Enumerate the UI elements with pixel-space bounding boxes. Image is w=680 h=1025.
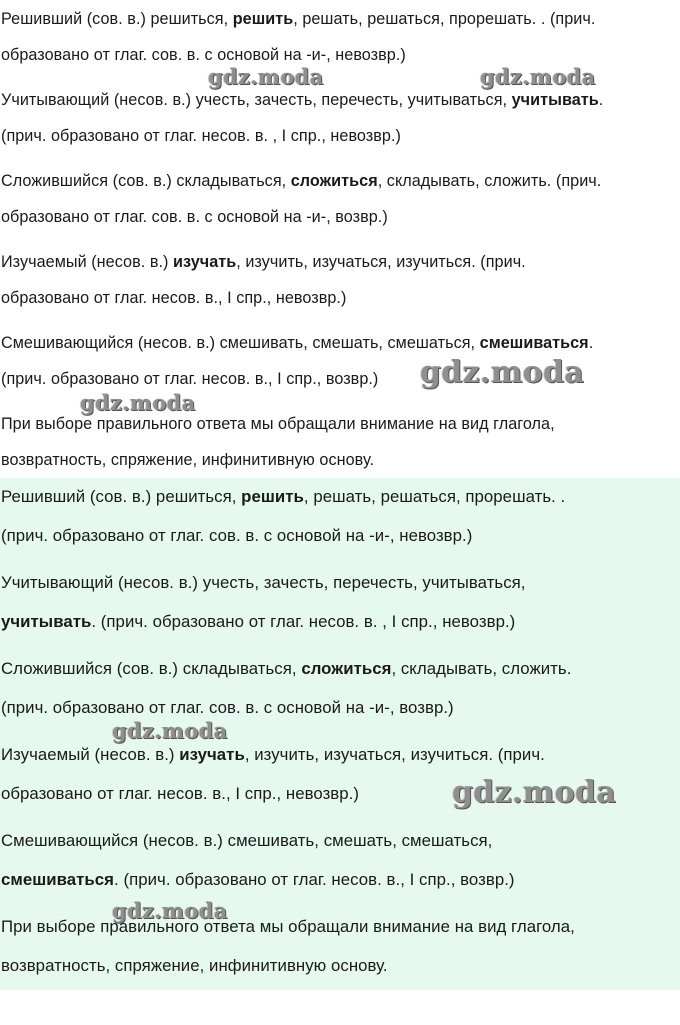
text-line bbox=[1, 697, 454, 719]
text-line bbox=[1, 869, 515, 891]
text-run: Учитывающий (несов. в.) учесть, зачесть, перечесть, учитываться, bbox=[1, 573, 526, 592]
watermark-logo: gdz.moda bbox=[112, 718, 228, 743]
text-line bbox=[1, 449, 374, 471]
text-run: . (прич. образовано от глаг. несов. в. , I спр., невозвр.) bbox=[91, 612, 516, 631]
watermark-logo: gdz.moda bbox=[80, 390, 196, 415]
text-run: , складывать, сложить. (прич. bbox=[377, 172, 602, 190]
text-line bbox=[1, 170, 601, 192]
bold-verb: смешиваться bbox=[479, 334, 589, 352]
bold-verb: решить bbox=[232, 10, 294, 28]
text-run: (прич. образовано от глаг. несов. в., I спр., возвр.) bbox=[1, 370, 379, 388]
bold-verb: смешиваться bbox=[1, 870, 115, 889]
text-run: , изучить, изучаться, изучиться. (прич. bbox=[236, 253, 526, 271]
text-run: Изучаемый (несов. в.) bbox=[1, 253, 174, 271]
text-line bbox=[1, 332, 593, 354]
text-line bbox=[1, 125, 401, 147]
text-run: . bbox=[588, 334, 594, 352]
bold-verb: решить bbox=[241, 487, 304, 506]
text-run: образовано от глаг. несов. в., I спр., невозвр.) bbox=[1, 784, 360, 803]
text-run: Сложившийся (сов. в.) складываться, bbox=[1, 172, 291, 190]
text-line bbox=[1, 287, 346, 309]
watermark-logo: gdz.moda bbox=[112, 898, 228, 923]
watermark-logo: gdz.moda bbox=[420, 355, 585, 390]
text-line bbox=[1, 8, 595, 30]
text-run: (прич. образовано от глаг. несов. в. , I спр., невозвр.) bbox=[1, 127, 401, 145]
text-line bbox=[1, 611, 515, 633]
text-line bbox=[1, 783, 359, 805]
bold-verb: изучать bbox=[173, 253, 237, 271]
text-line bbox=[1, 525, 472, 547]
watermark-logo: gdz.moda bbox=[208, 64, 324, 89]
text-line bbox=[1, 251, 526, 273]
bold-verb: учитывать bbox=[511, 91, 599, 109]
text-run: возвратность, спряжение, инфинитивную основу. bbox=[1, 451, 375, 469]
text-line bbox=[1, 368, 378, 390]
bold-verb: учитывать bbox=[1, 612, 92, 631]
text-line bbox=[1, 486, 565, 508]
text-run: (прич. образовано от глаг. сов. в. с основой на -и-, возвр.) bbox=[1, 698, 454, 717]
text-run: Сложившийся (сов. в.) складываться, bbox=[1, 659, 302, 678]
text-line bbox=[1, 658, 571, 680]
bold-verb: изучать bbox=[179, 745, 245, 764]
text-line bbox=[1, 89, 603, 111]
text-run: , складывать, сложить. bbox=[391, 659, 572, 678]
text-line bbox=[1, 916, 575, 938]
text-run: . bbox=[598, 91, 604, 109]
text-run: Решивший (сов. в.) решиться, bbox=[1, 10, 233, 28]
text-run: , изучить, изучаться, изучиться. (прич. bbox=[244, 745, 545, 764]
text-run: , решать, решаться, прорешать. . (прич. bbox=[293, 10, 596, 28]
text-run: . (прич. образовано от глаг. несов. в., I спр., возвр.) bbox=[114, 870, 515, 889]
text-line bbox=[1, 830, 492, 852]
text-run: , решать, решаться, прорешать. . bbox=[303, 487, 566, 506]
bold-verb: сложиться bbox=[290, 172, 378, 190]
text-line bbox=[1, 413, 555, 435]
text-line bbox=[1, 744, 545, 766]
text-run: Смешивающийся (несов. в.) смешивать, смешать, смешаться, bbox=[1, 334, 480, 352]
text-run: Решивший (сов. в.) решиться, bbox=[1, 487, 242, 506]
text-run: образовано от глаг. несов. в., I спр., невозвр.) bbox=[1, 289, 347, 307]
text-run: (прич. образовано от глаг. сов. в. с основой на -и-, невозвр.) bbox=[1, 526, 473, 545]
text-run: Изучаемый (несов. в.) bbox=[1, 745, 180, 764]
text-run: образовано от глаг. сов. в. с основой на -и-, невозвр.) bbox=[1, 46, 406, 64]
text-line bbox=[1, 955, 388, 977]
bold-verb: сложиться bbox=[301, 659, 392, 678]
text-run: возвратность, спряжение, инфинитивную основу. bbox=[1, 956, 388, 975]
answer-block-highlighted bbox=[0, 478, 680, 990]
text-line bbox=[1, 572, 526, 594]
text-line bbox=[1, 206, 388, 228]
text-run: При выборе правильного ответа мы обращали внимание на вид глагола, bbox=[1, 415, 555, 433]
watermark-logo: gdz.moda bbox=[480, 64, 596, 89]
text-run: При выборе правильного ответа мы обращали внимание на вид глагола, bbox=[1, 917, 575, 936]
text-run: Смешивающийся (несов. в.) смешивать, смешать, смешаться, bbox=[1, 831, 493, 850]
text-line bbox=[1, 44, 406, 66]
text-run: Учитывающий (несов. в.) учесть, зачесть, перечесть, учитываться, bbox=[1, 91, 512, 109]
text-run: образовано от глаг. сов. в. с основой на -и-, возвр.) bbox=[1, 208, 388, 226]
watermark-logo: gdz.moda bbox=[452, 775, 617, 810]
